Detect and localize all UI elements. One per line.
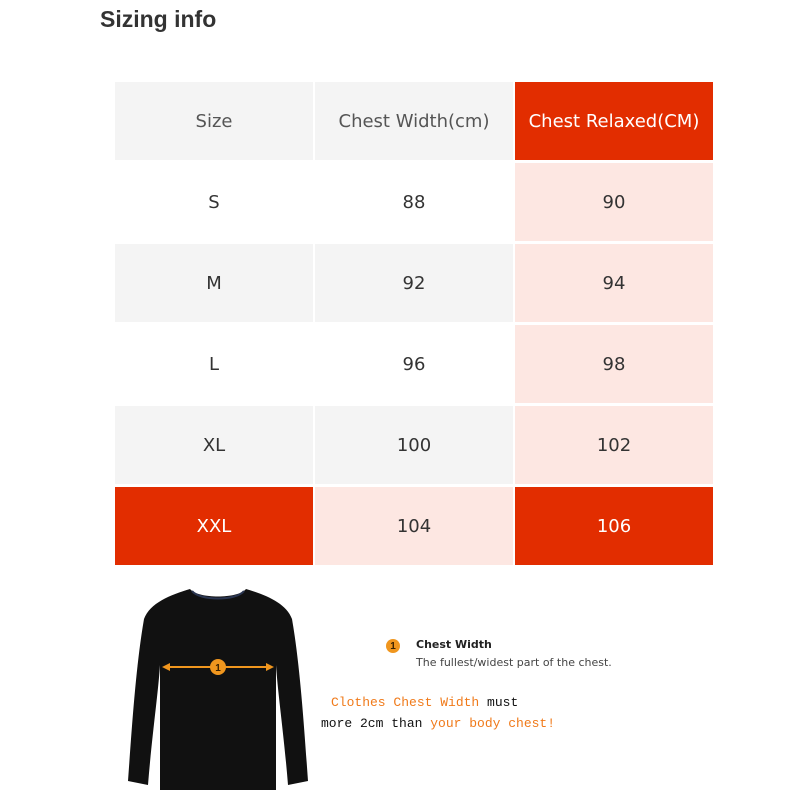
table-header-row bbox=[115, 82, 713, 160]
page-title: Sizing info bbox=[100, 6, 217, 32]
header-size: Size bbox=[115, 82, 313, 160]
size-table bbox=[115, 82, 713, 568]
chest-width-cell: 88 bbox=[315, 163, 513, 241]
table-row bbox=[115, 163, 713, 241]
chest-width-cell: 92 bbox=[315, 244, 513, 322]
size-cell: S bbox=[115, 163, 313, 241]
note-line-2 bbox=[321, 716, 555, 731]
note-highlight: your body chest! bbox=[430, 716, 556, 731]
table-row bbox=[115, 325, 713, 403]
table-row bbox=[115, 487, 713, 565]
note-text: more 2cm than bbox=[321, 716, 431, 731]
chest-relaxed-cell: 98 bbox=[515, 325, 713, 403]
size-cell: M bbox=[115, 244, 313, 322]
table-row bbox=[115, 244, 713, 322]
legend-title: Chest Width bbox=[416, 638, 492, 651]
note-line-1 bbox=[331, 695, 518, 710]
table-row bbox=[115, 406, 713, 484]
chest-relaxed-cell: 90 bbox=[515, 163, 713, 241]
tshirt-shape bbox=[128, 589, 308, 790]
header-chest-relaxed: Chest Relaxed(CM) bbox=[515, 82, 713, 160]
chest-relaxed-cell: 102 bbox=[515, 406, 713, 484]
chest-width-cell: 96 bbox=[315, 325, 513, 403]
tshirt-diagram bbox=[128, 585, 308, 790]
chest-width-cell: 104 bbox=[315, 487, 513, 565]
size-cell: L bbox=[115, 325, 313, 403]
note-highlight: Clothes Chest Width bbox=[331, 695, 480, 710]
note-text: must bbox=[479, 695, 519, 710]
chest-relaxed-cell: 106 bbox=[515, 487, 713, 565]
chest-relaxed-cell: 94 bbox=[515, 244, 713, 322]
chest-badge-label: 1 bbox=[215, 663, 221, 674]
legend-description: The fullest/widest part of the chest. bbox=[416, 656, 612, 669]
chest-width-cell: 100 bbox=[315, 406, 513, 484]
size-cell: XXL bbox=[115, 487, 313, 565]
legend-badge: 1 bbox=[386, 639, 400, 653]
header-chest-width: Chest Width(cm) bbox=[315, 82, 513, 160]
size-cell: XL bbox=[115, 406, 313, 484]
